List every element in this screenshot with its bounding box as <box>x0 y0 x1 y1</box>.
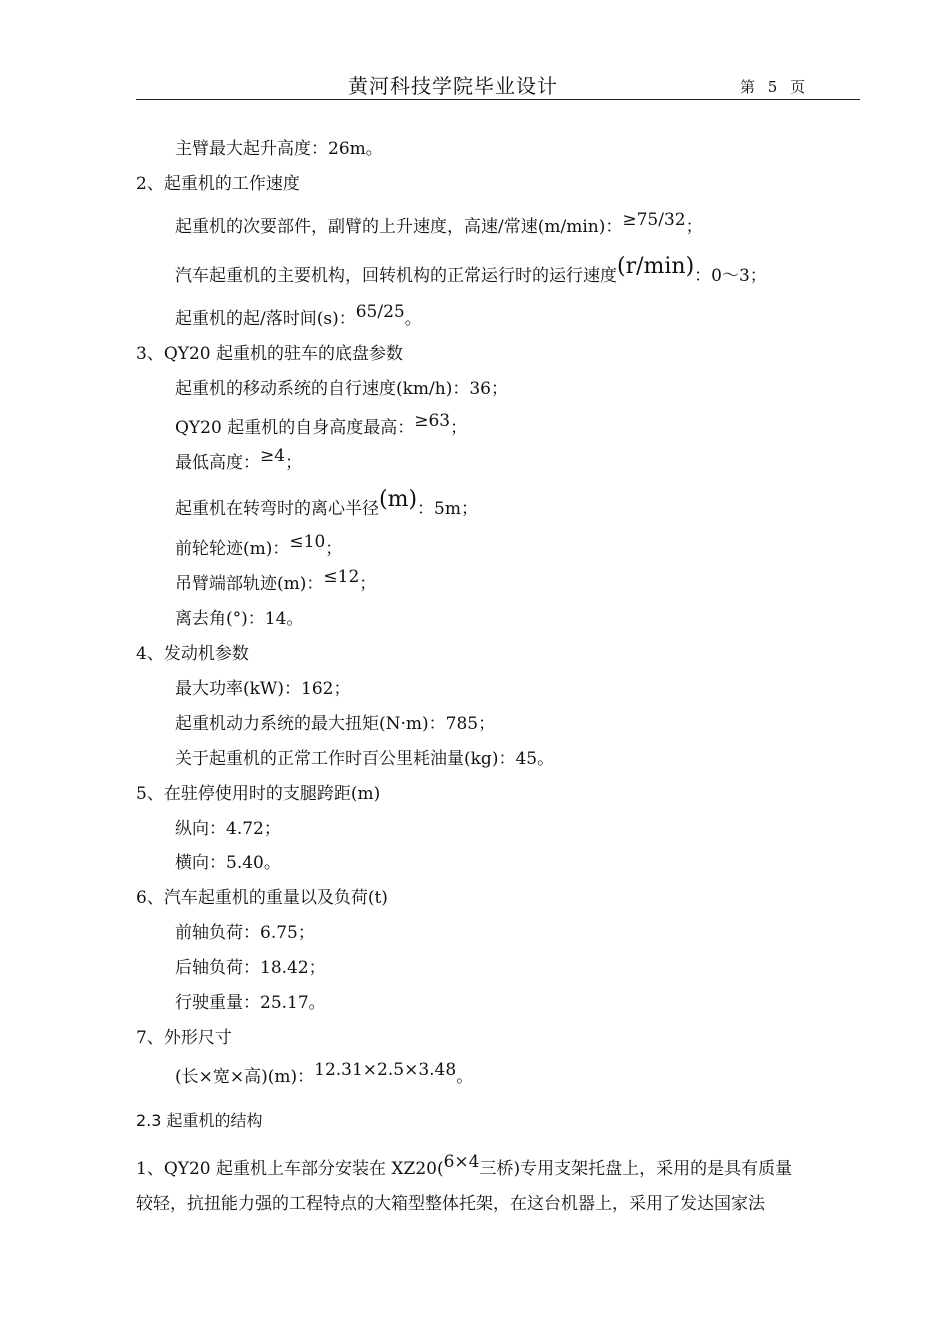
list-heading <box>136 887 388 909</box>
spec-line <box>175 748 554 770</box>
math-expression: ≥63 <box>414 411 451 431</box>
text-run: 横向：5.40。 <box>175 853 281 873</box>
text-run: 3、QY20 起重机的驻车的底盘参数 <box>136 344 404 364</box>
math-expression: 12.31×2.5×3.48 <box>314 1060 457 1080</box>
text-run: 行驶重量：25.17。 <box>175 993 326 1013</box>
spec-line <box>175 818 281 840</box>
text-run: 5、在驻停使用时的支腿跨距(m) <box>136 784 381 804</box>
text-run: 汽车起重机的主要机构，回转机构的正常运行时的运行速度 <box>175 266 617 286</box>
spec-line <box>175 487 478 520</box>
math-expression: 65/25 <box>355 302 405 322</box>
spec-line <box>175 567 377 595</box>
text-run: 后轴负荷：18.42； <box>175 958 326 978</box>
spec-line <box>175 446 303 474</box>
text-run: 最大功率(kW)：162； <box>175 679 351 699</box>
spec-line <box>175 138 383 160</box>
spec-line <box>175 922 315 944</box>
text-run: ； <box>450 418 468 438</box>
spec-line <box>175 378 508 400</box>
text-run: 纵向：4.72； <box>175 819 281 839</box>
math-expression: 6×4 <box>443 1152 480 1172</box>
section-number: 2.3 <box>136 1111 162 1130</box>
section-title: 起重机的结构 <box>166 1111 263 1130</box>
text-run: 6、汽车起重机的重量以及负荷(t) <box>136 888 388 908</box>
text-run: 起重机的起/落时间(s)： <box>175 309 356 329</box>
list-heading <box>136 643 249 665</box>
spec-line <box>175 411 468 439</box>
math-expression: ≥4 <box>260 446 286 466</box>
list-heading <box>136 1027 232 1049</box>
text-run: ； <box>685 217 703 237</box>
text-run: 三桥)专用支架托盘上，采用的是具有质量 <box>479 1159 793 1179</box>
text-run: 7、外形尺寸 <box>136 1028 232 1048</box>
spec-line <box>175 713 495 735</box>
paragraph-line-1 <box>136 1152 860 1180</box>
text-run: ； <box>285 453 303 473</box>
spec-line <box>175 678 351 700</box>
math-expression: ≥75/32 <box>622 210 686 230</box>
text-run: 吊臂端部轨迹(m)： <box>175 574 324 594</box>
math-expression: (r/min) <box>617 254 695 279</box>
list-heading <box>136 173 300 195</box>
text-run: 关于起重机的正常工作时百公里耗油量(kg)：45。 <box>175 749 555 769</box>
text-run: 起重机在转弯时的离心半径 <box>175 499 379 519</box>
text-run: 2、起重机的工作速度 <box>136 174 300 194</box>
text-run: 最低高度： <box>175 453 260 473</box>
spec-line <box>175 957 326 979</box>
text-run: 起重机动力系统的最大扭矩(N·m)：785； <box>175 714 496 734</box>
text-run: (长×宽×高)(m)： <box>175 1067 315 1087</box>
list-heading <box>136 343 403 365</box>
spec-line <box>175 254 767 287</box>
section-heading <box>136 1110 263 1132</box>
text-run: ； <box>359 574 377 594</box>
text-run: ； <box>325 539 343 559</box>
header-title: 黄河科技学院毕业设计 <box>348 74 558 98</box>
spec-line <box>175 992 326 1014</box>
math-expression: ≤10 <box>289 532 326 552</box>
spec-line <box>175 608 303 630</box>
text-run: QY20 起重机的自身高度最高： <box>175 418 415 438</box>
text-run: 前轴负荷：6.75； <box>175 923 315 943</box>
text-run: 。 <box>404 309 422 329</box>
text-run: ：0～3； <box>694 266 767 286</box>
text-run: 。 <box>456 1067 474 1087</box>
list-heading <box>136 783 380 805</box>
paragraph-line-2: 较轻，抗扭能力强的工程特点的大箱型整体托架，在这台机器上，采用了发达国家法 <box>136 1194 765 1214</box>
text-run: 前轮轮迹(m)： <box>175 539 290 559</box>
spec-line <box>175 852 281 874</box>
math-expression: (m) <box>379 487 418 512</box>
page-number: 第 5 页 <box>740 78 810 96</box>
math-expression: ≤12 <box>323 567 360 587</box>
text-run: 1、QY20 起重机上车部分安装在 XZ20( <box>136 1159 444 1179</box>
text-run: 离去角(°)：14。 <box>175 609 304 629</box>
spec-line <box>175 1060 474 1088</box>
text-run: 起重机的移动系统的自行速度(km/h)：36； <box>175 379 508 399</box>
text-run: 4、发动机参数 <box>136 644 249 664</box>
text-run: 起重机的次要部件，副臂的上升速度，高速/常速(m/min)： <box>175 217 623 237</box>
spec-line <box>175 302 422 330</box>
page-header <box>136 68 860 100</box>
spec-line <box>175 532 343 560</box>
spec-line <box>175 210 703 238</box>
text-run: 主臂最大起升高度：26m。 <box>175 139 383 159</box>
text-run: ：5m； <box>417 499 478 519</box>
